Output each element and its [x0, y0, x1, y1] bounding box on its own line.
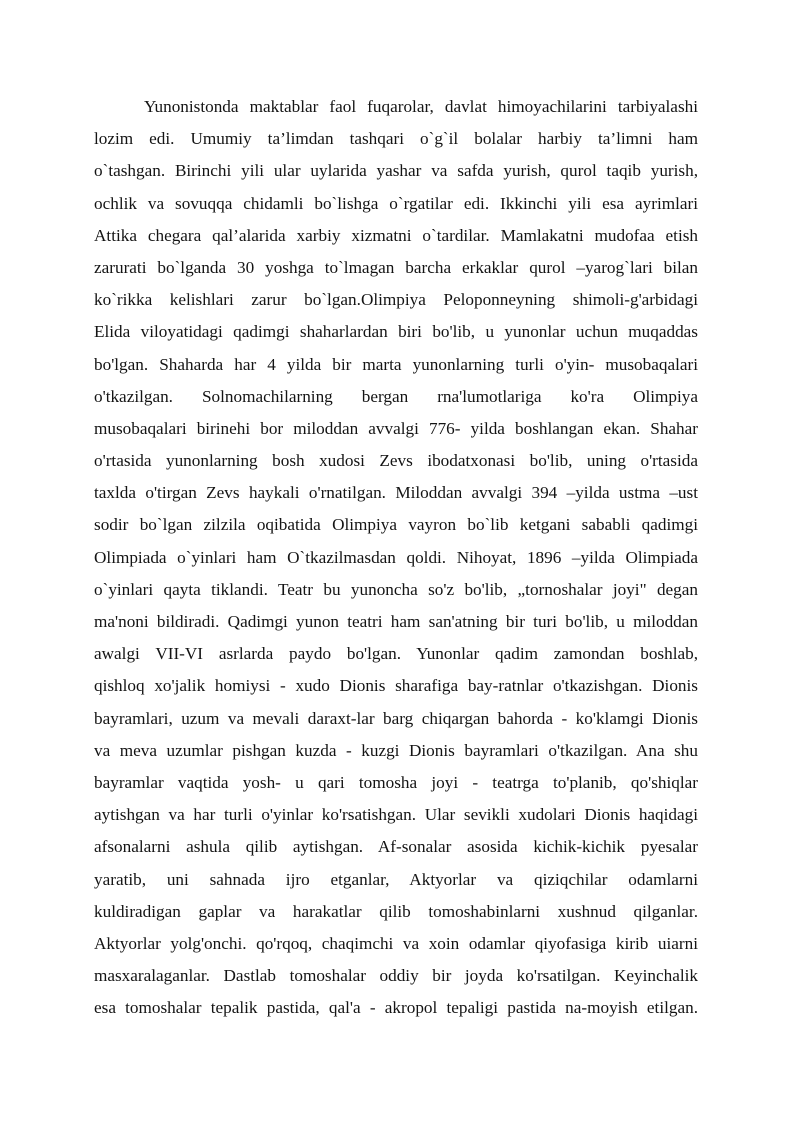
- text-line: va meva uzumlar pishgan kuzda - kuzgi Dionis bayramlari o'tkazilgan. Ana shu: [94, 740, 698, 760]
- text-line: masxaralaganlar. Dastlab tomoshalar oddiy bir joyda ko'rsatilgan. Keyinchalik: [94, 966, 698, 986]
- text-line: sodir bo`lgan zilzila oqibatida Olimpiya vayron bo`lib ketgani sababli qadimgi: [94, 515, 698, 535]
- text-line: qishloq xo'jalik homiysi - xudo Dionis sharafiga bay-ratnlar o'tkazishgan. Dionis: [94, 676, 698, 696]
- text-line: Elida viloyatidagi qadimgi shaharlardan biri bo'lib, u yunonlar uchun muqaddas: [94, 322, 698, 342]
- text-line: Olimpiada o`yinlari ham O`tkazilmasdan qoldi. Nihoyat, 1896 –yilda Olimpiada: [94, 547, 698, 567]
- text-line: o`yinlari qayta tiklandi. Teatr bu yunoncha so'z bo'lib, „tornoshalar joyi" degan: [94, 579, 698, 599]
- text-line: ochlik va sovuqqa chidamli bo`lishga o`rgatilar edi. Ikkinchi yili esa ayrimlari: [94, 193, 698, 213]
- text-line: lozim edi. Umumiy ta’limdan tashqari o`g`il bolalar harbiy ta’limni ham: [94, 129, 698, 149]
- text-line: o'rtasida yunonlarning bosh xudosi Zevs ibodatxonasi bo'lib, uning o'rtasida: [94, 451, 698, 471]
- text-line: bayramlar vaqtida yosh- u qari tomosha joyi - teatrga to'planib, qo'shiqlar: [94, 772, 698, 792]
- text-line: ko`rikka kelishlari zarur bo`lgan.Olimpiya Peloponneyning shimoli-g'arbidagi: [94, 290, 698, 310]
- text-line: kuldiradigan gaplar va harakatlar qilib tomoshabinlarni xushnud qilganlar.: [94, 901, 698, 921]
- text-line: esa tomoshalar tepalik pastida, qal'a - akropol tepaligi pastida na-moyish etilgan.: [94, 998, 698, 1018]
- text-line: aytishgan va har turli o'yinlar ko'rsatishgan. Ular sevikli xudolari Dionis haqidagi: [94, 805, 698, 825]
- text-line: Aktyorlar yolg'onchi. qo'rqoq, chaqimchi va xoin odamlar qiyofasiga kirib uiarni: [94, 933, 698, 953]
- text-line: bayramlari, uzum va mevali daraxt-lar barg chiqargan bahorda - ko'klamgi Dionis: [94, 708, 698, 728]
- paragraph: [94, 91, 698, 1024]
- text-line: Attika chegara qal’alarida xarbiy xizmatni o`tardilar. Mamlakatni mudofaa etish: [94, 225, 698, 245]
- text-line: o`tashgan. Birinchi yili ular uylarida yashar va safda yurish, qurol taqib yurish,: [94, 161, 698, 181]
- text-line: Yunonistonda maktablar faol fuqarolar, davlat himoyachilarini tarbiyalashi: [144, 97, 698, 116]
- text-line: bo'lgan. Shaharda har 4 yilda bir marta yunonlarning turli o'yin- musobaqalari: [94, 354, 698, 374]
- text-line: ma'noni bildiradi. Qadimgi yunon teatri ham san'atning bir turi bo'lib, u miloddan: [94, 612, 698, 631]
- text-line: afsonalarni ashula qilib aytishgan. Af-sonalar asosida kichik-kichik pyesalar: [94, 837, 698, 857]
- text-line: zarurati bo`lganda 30 yoshga to`lmagan barcha erkaklar qurol –yarog`lari bilan: [94, 257, 698, 277]
- text-line: o'tkazilgan. Solnomachilarning bergan rna'lumotlariga ko'ra Olimpiya: [94, 386, 698, 406]
- text-line: awalgi VII-VI asrlarda paydo bo'lgan. Yunonlar qadim zamondan boshlab,: [94, 644, 698, 664]
- text-line: yaratib, uni sahnada ijro etganlar, Aktyorlar va qiziqchilar odamlarni: [94, 869, 698, 889]
- text-line: taxlda o'tirgan Zevs haykali o'rnatilgan. Miloddan avvalgi 394 –yilda ustma –ust: [94, 483, 698, 503]
- text-line: musobaqalari birinehi bor miloddan avvalgi 776- yilda boshlangan ekan. Shahar: [94, 418, 698, 438]
